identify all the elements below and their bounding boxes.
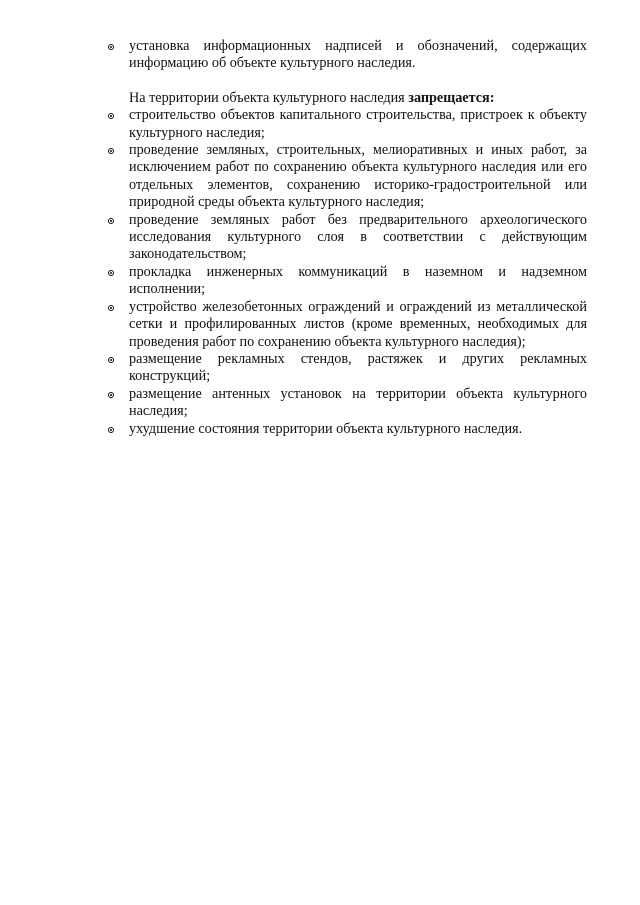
- list-item: [108, 386, 587, 421]
- list-item-text: размещение антенных установок на территории объекта культурного наследия;: [129, 385, 587, 420]
- prohibition-keyword: запрещается:: [408, 89, 495, 106]
- list-item-text: прокладка инженерных коммуникаций в наземном и надземном исполнении;: [129, 263, 587, 298]
- bullet-icon: [108, 427, 114, 433]
- list-item-text: проведение земляных, строительных, мелиоративных и иных работ, за исключением работ по сохранению объекта культурного наследия или его отдельных элементов, сохранению историко-градостроительной или природной среды объекта культурного наследия;: [129, 142, 587, 211]
- prohibition-intro-text: На территории объекта культурного наследия: [129, 89, 409, 106]
- bullet-icon: [108, 218, 114, 224]
- list-item-text: установка информационных надписей и обозначений, содержащих информацию об объекте культурного наследия.: [129, 38, 587, 72]
- prohibition-intro: [129, 90, 587, 107]
- bullet-icon: [108, 113, 114, 119]
- list-item: [108, 38, 587, 73]
- prohibited-actions-list: [108, 107, 587, 438]
- list-item: [108, 142, 587, 212]
- list-item-text: размещение рекламных стендов, растяжек и других рекламных конструкций;: [129, 350, 587, 385]
- list-item: [108, 212, 587, 264]
- list-item: [108, 299, 587, 351]
- list-item: [108, 107, 587, 142]
- bullet-icon: [108, 148, 114, 154]
- list-item-text: устройство железобетонных ограждений и ограждений из металлической сетки и профилированных листов (кроме временных, необходимых для проведения работ по сохранению объекта культурного наследия);: [129, 298, 587, 350]
- list-item: [108, 421, 587, 438]
- list-item-text: проведение земляных работ без предварительного археологического исследования культурного слоя в соответствии с действующим законодательством;: [129, 211, 587, 263]
- bullet-icon: [108, 270, 114, 276]
- bullet-icon: [108, 392, 114, 398]
- bullet-icon: [108, 44, 114, 50]
- bullet-icon: [108, 357, 114, 363]
- list-item-text: ухудшение состояния территории объекта культурного наследия.: [129, 420, 523, 437]
- list-item-text: строительство объектов капитального строительства, пристроек к объекту культурного наследия;: [129, 107, 587, 141]
- document-body: [108, 38, 587, 438]
- permitted-actions-list: [108, 38, 587, 73]
- bullet-icon: [108, 305, 114, 311]
- list-item: [108, 351, 587, 386]
- list-item: [108, 264, 587, 299]
